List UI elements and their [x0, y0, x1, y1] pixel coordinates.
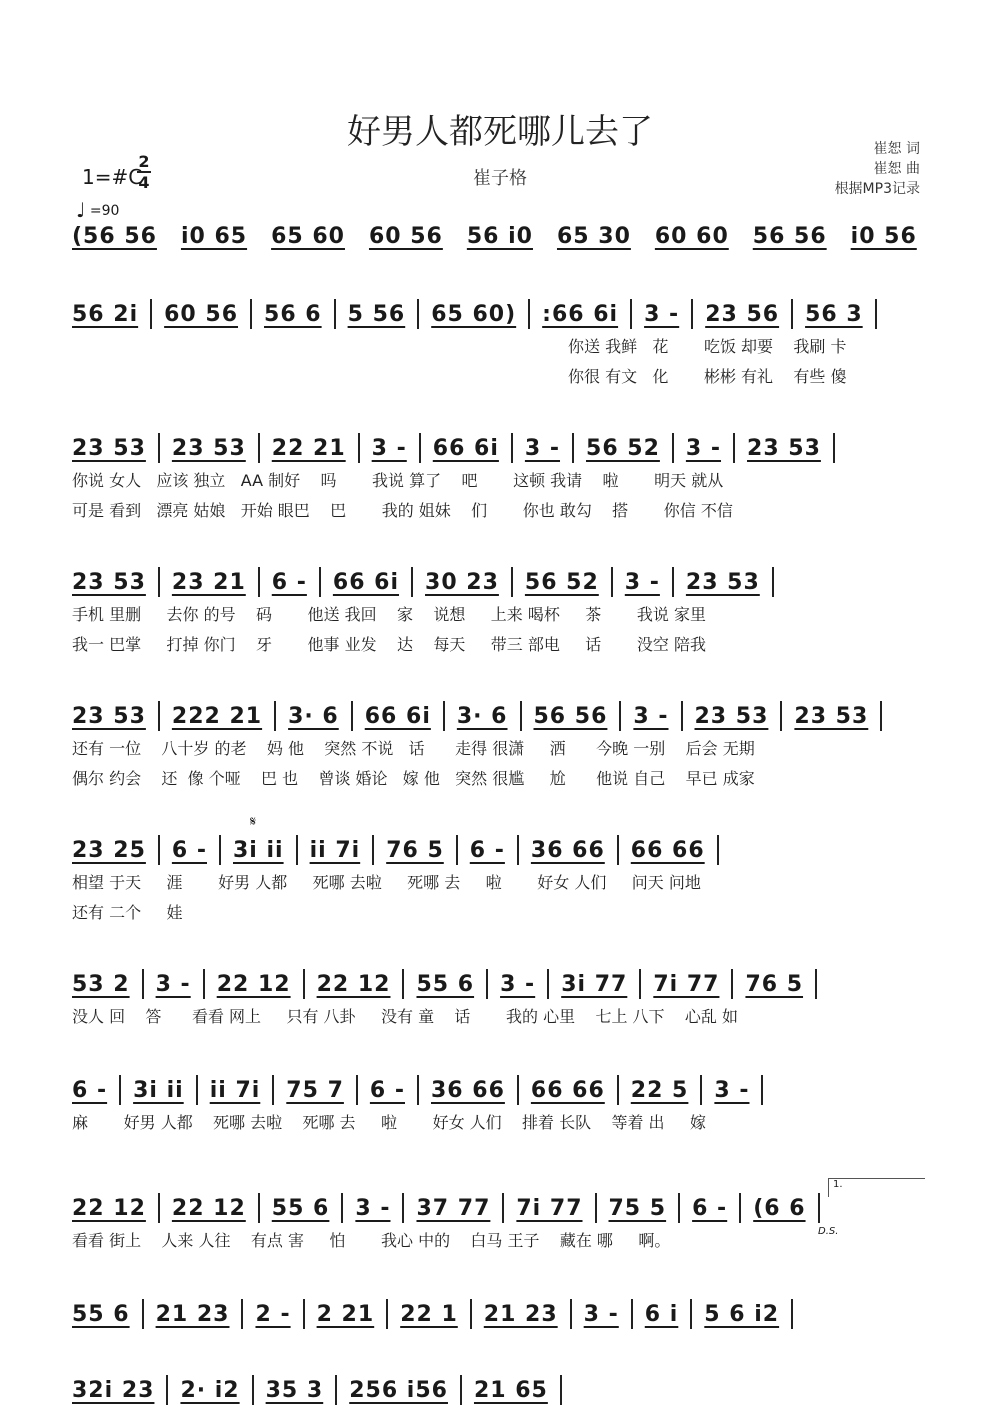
bar-line [351, 701, 353, 731]
measure: 6 - [271, 569, 307, 595]
bar-line [880, 701, 882, 731]
bar-line [517, 1075, 519, 1105]
bar-line [303, 969, 305, 999]
measure: 30 23 [425, 569, 499, 595]
notation-row [72, 696, 924, 736]
bar-line [358, 433, 360, 463]
bar-line [402, 1193, 404, 1223]
bar-line [142, 1299, 144, 1329]
measure: 7i 77 [516, 1195, 583, 1221]
measure: 222 21 [171, 703, 263, 729]
measure: 36 66 [431, 1077, 505, 1103]
bar-line [617, 835, 619, 865]
bar-line [717, 835, 719, 865]
bar-line [258, 433, 260, 463]
bar-line [386, 1299, 388, 1329]
bar-line [443, 701, 445, 731]
score-system [72, 428, 924, 528]
bar-line [150, 299, 152, 329]
bar-line [731, 969, 733, 999]
measure: 3 - [685, 435, 722, 461]
bar-line [272, 1075, 274, 1105]
measure: i0 56 [850, 223, 917, 249]
measure: :66 6i [542, 301, 619, 327]
bar-line [334, 299, 336, 329]
lyric-line: 还有 二个 娃 [72, 903, 183, 922]
volta-bracket: 1. [828, 1178, 925, 1197]
measure: (6 6 [753, 1195, 806, 1221]
bar-line [119, 1075, 121, 1105]
measure: 55 6 [271, 1195, 330, 1221]
notation-row [72, 294, 924, 334]
bar-line [528, 299, 530, 329]
measure: 56 3 [805, 301, 863, 327]
bar-line [319, 567, 321, 597]
score-system [72, 1188, 924, 1258]
lyric-line: 看看 街上 人来 人往 有点 害 怕 我心 中的 白马 王子 藏在 哪 啊。 [72, 1231, 671, 1250]
bar-line [595, 1193, 597, 1223]
measure: 65 60) [431, 301, 517, 327]
time-signature [137, 152, 151, 192]
measure: 23 53 [685, 569, 760, 595]
bar-line [733, 433, 735, 463]
notation-row [72, 1294, 924, 1334]
bar-line [335, 1375, 337, 1405]
bar-line [296, 835, 298, 865]
measure: 3· 6 [456, 703, 508, 729]
composer-credit: 崔恕 曲 [873, 161, 920, 177]
bar-line [417, 299, 419, 329]
bar-line [241, 1299, 243, 1329]
bar-line [402, 969, 404, 999]
measure: (56 56 [72, 223, 157, 249]
score-system [72, 1294, 924, 1334]
measure: 56 2i [72, 301, 139, 327]
measure: 66 66 [530, 1077, 605, 1103]
measure: 75 5 [608, 1195, 667, 1221]
notation-row [72, 964, 924, 1004]
measure: 2 21 [316, 1301, 375, 1327]
measure: 22 12 [171, 1195, 246, 1221]
measure: 3 - [633, 703, 669, 729]
measure: 56 i0 [466, 223, 533, 249]
bar-line [419, 433, 421, 463]
bar-line [547, 969, 549, 999]
bar-line [833, 433, 835, 463]
measure: 22 5 [630, 1077, 689, 1103]
measure: 3i 77 [561, 971, 628, 997]
measure: 256 i56 [349, 1377, 448, 1403]
bar-line [672, 567, 674, 597]
bar-line [739, 1193, 741, 1223]
measure: 60 60 [654, 223, 729, 249]
measure: 53 2 [72, 971, 130, 997]
measure: ii 7i [309, 837, 361, 863]
score-system [72, 964, 924, 1034]
measure: 23 53 [794, 703, 869, 729]
bar-line [219, 835, 221, 865]
measure: 75 7 [286, 1077, 344, 1103]
song-title: 好男人都死哪儿去了 [347, 112, 653, 152]
measure: 65 30 [556, 223, 631, 249]
bar-line [252, 1375, 254, 1405]
measure: 22 21 [271, 435, 346, 461]
bar-line [372, 835, 374, 865]
measure: 22 12 [72, 1195, 146, 1221]
bar-line [470, 1299, 472, 1329]
lyric-line: 偶尔 约会 还 像 个哑 巴 也 曾谈 婚论 嫁 他 突然 很尴 尬 他说 自己 早已 成家 [72, 769, 755, 788]
lyricist-credit: 崔恕 词 [873, 141, 920, 157]
measure: 3· 6 [288, 703, 339, 729]
measure: 23 53 [171, 435, 246, 461]
bar-line [411, 567, 413, 597]
measure: 3 - [583, 1301, 619, 1327]
key-signature: 1=#C [82, 165, 143, 189]
measure: 56 52 [524, 569, 599, 595]
lyric-line: 麻 好男 人都 死哪 去啦 死哪 去 啦 好女 人们 排着 长队 等着 出 嫁 [72, 1113, 706, 1132]
measure: 66 6i [364, 703, 431, 729]
measure: 76 5 [386, 837, 444, 863]
measure: 23 21 [171, 569, 246, 595]
measure: 3i ii [133, 1077, 184, 1103]
measure: 2· i2 [180, 1377, 240, 1403]
bar-line [639, 969, 641, 999]
bar-line [341, 1193, 343, 1223]
bar-line [617, 1075, 619, 1105]
bar-line [486, 969, 488, 999]
score-system [72, 562, 924, 662]
singer-name: 崔子格 [473, 168, 527, 189]
time-signature-bottom: 4 [138, 173, 150, 192]
measure: 36 66 [530, 837, 605, 863]
bar-line [630, 299, 632, 329]
bar-line [142, 969, 144, 999]
measure: ii 7i [209, 1077, 261, 1103]
bar-line [203, 969, 205, 999]
measure: 6 - [72, 1077, 108, 1103]
measure: 22 12 [216, 971, 291, 997]
score-system [72, 1370, 924, 1410]
notation-row [72, 1370, 924, 1410]
measure: 66 6i [432, 435, 499, 461]
bar-line [681, 701, 683, 731]
score-system [72, 1070, 924, 1140]
measure: 23 25 [72, 837, 146, 863]
tempo-value: =90 [89, 203, 120, 219]
measure: 6 i [644, 1301, 679, 1327]
score-system [72, 696, 924, 796]
bar-line [875, 299, 877, 329]
notation-row [72, 562, 924, 602]
measure: 55 6 [72, 1301, 130, 1327]
segno-icon: 𝄋 [250, 814, 257, 830]
measure: 3 - [500, 971, 536, 997]
bar-line [560, 1375, 562, 1405]
measure: 6 - [369, 1077, 405, 1103]
measure: 56 52 [586, 435, 660, 461]
bar-line [761, 1075, 763, 1105]
measure: 22 12 [316, 971, 391, 997]
bar-line [250, 299, 252, 329]
measure: 6 - [692, 1195, 728, 1221]
bar-line [356, 1075, 358, 1105]
bar-line [772, 567, 774, 597]
measure: 56 56 [533, 703, 608, 729]
bar-line [690, 1299, 692, 1329]
measure: 23 53 [747, 435, 821, 461]
measure: 3 - [371, 435, 407, 461]
measure: 60 56 [164, 301, 239, 327]
bar-line [691, 299, 693, 329]
score-system [72, 294, 924, 394]
measure: 21 23 [483, 1301, 558, 1327]
lyric-line: 相望 于天 涯 好男 人都 死哪 去啦 死哪 去 啦 好女 人们 问天 问地 [72, 873, 701, 892]
lyric-line: 可是 看到 漂亮 姑娘 开始 眼巴 巴 我的 姐妹 们 你也 敢勾 搭 你信 不信 [72, 501, 733, 520]
notation-row [72, 1070, 924, 1110]
measure: 6 - [469, 837, 505, 863]
lyric-line: 你很 有文 化 彬彬 有礼 有些 傻 [568, 367, 847, 386]
measure: 23 53 [72, 569, 146, 595]
lyric-line: 我一 巴掌 打掉 你门 牙 他事 业发 达 每天 带三 部电 话 没空 陪我 [72, 635, 706, 654]
measure: 3 - [524, 435, 561, 461]
bar-line [619, 701, 621, 731]
bar-line [303, 1299, 305, 1329]
source-credit: 根据MP3记录 [834, 181, 920, 197]
bar-line [274, 701, 276, 731]
measure: 21 65 [473, 1377, 548, 1403]
bar-line [611, 567, 613, 597]
lyric-line: 没人 回 答 看看 网上 只有 八卦 没有 童 话 我的 心里 七上 八下 心乱 如 [72, 1007, 738, 1026]
bar-line [158, 567, 160, 597]
bar-line [258, 1193, 260, 1223]
measure: 3i ii [233, 837, 284, 863]
bar-line [791, 1299, 793, 1329]
bar-line [158, 1193, 160, 1223]
bar-line [818, 1193, 820, 1223]
bar-line [631, 1299, 633, 1329]
bar-line [502, 1193, 504, 1223]
notation-row [72, 428, 924, 468]
measure: 23 53 [72, 435, 146, 461]
measure: 37 77 [416, 1195, 491, 1221]
bar-line [158, 433, 160, 463]
lyric-line: 还有 一位 八十岁 的老 妈 他 突然 不说 话 走得 很潇 洒 今晚 一别 后会 无期 [72, 739, 755, 758]
notation-row [72, 830, 924, 870]
bar-line [815, 969, 817, 999]
bar-line [520, 701, 522, 731]
measure: 5 6 i2 [704, 1301, 780, 1327]
ds-marking: D.S. [818, 1226, 839, 1237]
bar-line [158, 701, 160, 731]
measure: 6 - [171, 837, 207, 863]
measure: 3 - [155, 971, 191, 997]
measure: 3 - [624, 569, 660, 595]
measure: 3 - [355, 1195, 391, 1221]
lyric-line: 你说 女人 应该 独立 AA 制好 吗 我说 算了 吧 这顿 我请 啦 明天 就从 [72, 471, 724, 490]
score-system [72, 216, 924, 256]
bar-line [196, 1075, 198, 1105]
notation-row [72, 216, 924, 256]
time-signature-top: 2 [138, 152, 150, 171]
measure: 23 56 [705, 301, 780, 327]
lyric-line: 手机 里删 去你 的号 码 他送 我回 家 说想 上来 喝杯 茶 我说 家里 [72, 605, 706, 624]
bar-line [258, 567, 260, 597]
notation-row [72, 1188, 924, 1228]
quarter-note-icon: ♩ [76, 198, 86, 222]
bar-line [780, 701, 782, 731]
measure: 23 53 [72, 703, 146, 729]
measure: 2 - [255, 1301, 291, 1327]
bar-line [570, 1299, 572, 1329]
bar-line [678, 1193, 680, 1223]
bar-line [791, 299, 793, 329]
measure: 5 56 [347, 301, 406, 327]
bar-line [511, 433, 513, 463]
measure: 21 23 [155, 1301, 230, 1327]
measure: 66 6i [332, 569, 400, 595]
measure: 23 53 [694, 703, 769, 729]
bar-line [517, 835, 519, 865]
bar-line [572, 433, 574, 463]
measure: 3 - [644, 301, 680, 327]
measure: 32i 23 [72, 1377, 155, 1403]
measure: 60 56 [368, 223, 443, 249]
measure: 66 66 [630, 837, 705, 863]
measure: 56 56 [752, 223, 827, 249]
bar-line [166, 1375, 168, 1405]
score-system [72, 830, 924, 930]
bar-line [456, 835, 458, 865]
measure: i0 65 [180, 223, 248, 249]
bar-line [672, 433, 674, 463]
bar-line [700, 1075, 702, 1105]
bar-line [511, 567, 513, 597]
measure: 65 60 [271, 223, 345, 249]
measure: 22 1 [400, 1301, 458, 1327]
measure: 35 3 [265, 1377, 324, 1403]
measure: 56 6 [264, 301, 322, 327]
bar-line [460, 1375, 462, 1405]
bar-line [417, 1075, 419, 1105]
measure: 55 6 [416, 971, 475, 997]
lyric-line: 你送 我鲜 花 吃饭 却要 我刷 卡 [568, 337, 847, 356]
bar-line [158, 835, 160, 865]
measure: 76 5 [745, 971, 804, 997]
measure: 7i 77 [653, 971, 720, 997]
measure: 3 - [714, 1077, 750, 1103]
